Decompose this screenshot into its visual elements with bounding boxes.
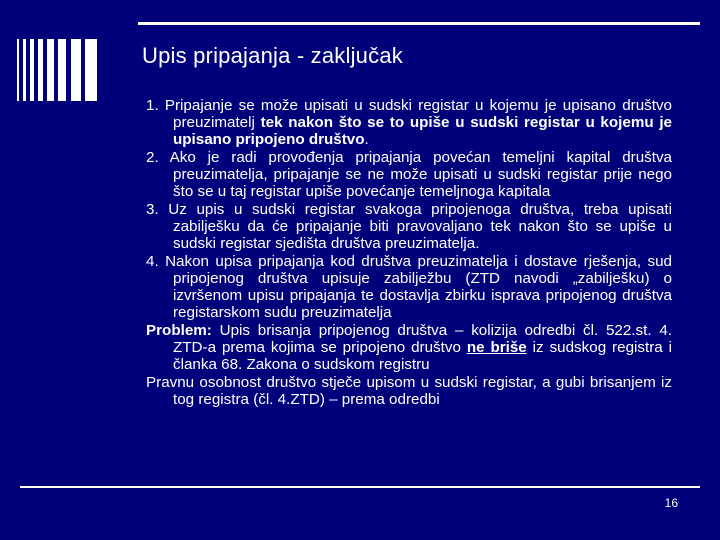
list-item-4: 4. Nakon upisa pripajanja kod društva preuzimatelja i dostave rješenja, sud pripojenog društva upisuje zabilježbu (ZTD navodi „zabilješku) o izvršenom upisu pripajanja te dostavlja zbirku isprava pripojenog društva registarskom sudu preuzimatelja bbox=[146, 253, 672, 321]
legal-personality-paragraph: Pravnu osobnost društvo stječe upisom u sudski registar, a gubi brisanjem iz tog registra (čl. 4.ZTD) – prema odredbi bbox=[146, 374, 672, 408]
list-item-2: 2. Ako je radi provođenja pripajanja povećan temeljni kapital društva preuzimatelja, pripajanje se ne može upisati u sudski registar prije nego što se u taj registar upiše povećanje temeljnoga kapitala bbox=[146, 149, 672, 200]
page-number: 16 bbox=[664, 496, 678, 510]
list-item-1: 1. Pripajanje se može upisati u sudski registar u kojemu je upisano društvo preuzimatelj tek nakon što se to upiše u sudski registar u kojemu je upisano pripojeno društvo. bbox=[146, 97, 672, 148]
problem-paragraph: Problem: Upis brisanja pripojenog društva – kolizija odredbi čl. 522.st. 4. ZTD-a prema kojima se pripojeno društvo ne briše iz sudskog registra i članka 68. Zakona o sudskom registru bbox=[146, 322, 672, 373]
slide-title: Upis pripajanja - zaključak bbox=[142, 43, 403, 68]
list-item-3: 3. Uz upis u sudski registar svakoga pripojenoga društva, treba upisati zabilješku da će pripajanje biti pravovaljano tek nakon što se upiše u sudski registar sjedišta društva preuzimatelja. bbox=[146, 201, 672, 252]
decorative-stripes bbox=[17, 39, 97, 101]
top-rule bbox=[138, 22, 700, 25]
bottom-rule bbox=[20, 486, 700, 488]
slide-body bbox=[146, 97, 672, 409]
